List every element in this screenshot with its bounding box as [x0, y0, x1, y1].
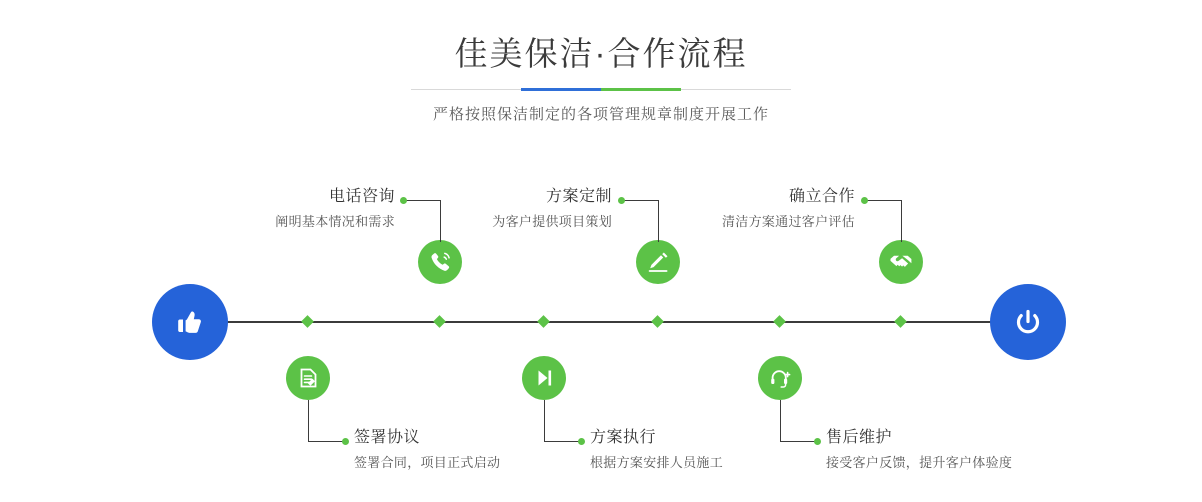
thumbs-up-icon: [170, 302, 210, 342]
timeline-start-node: [152, 284, 228, 360]
connector-vertical-4: [544, 400, 545, 442]
step-desc-3: 为客户提供项目策划: [492, 214, 612, 229]
connector-horizontal-4: [544, 441, 581, 442]
headset-support-icon: [768, 366, 792, 390]
timeline-end-node: [990, 284, 1066, 360]
pencil-ruler-icon: [646, 250, 670, 274]
connector-dot-5: [861, 197, 868, 204]
axis-marker-2: [301, 315, 314, 328]
step-desc-4: 根据方案安排人员施工: [590, 455, 724, 470]
connector-horizontal-6: [780, 441, 817, 442]
connector-horizontal-5: [865, 200, 902, 201]
document-edit-icon: [296, 366, 320, 390]
step-title-3: 方案定制: [545, 188, 612, 205]
phone-call-icon: [427, 249, 453, 275]
step-label-4: [590, 427, 850, 473]
step-icon-6: [758, 356, 802, 400]
connector-dot-4: [578, 438, 585, 445]
power-icon: [1008, 302, 1048, 342]
step-icon-1: [418, 240, 462, 284]
step-icon-5: [879, 240, 923, 284]
step-title-4: 方案执行: [590, 429, 657, 446]
page-subtitle: 严格按照保洁制定的各项管理规章制度开展工作: [432, 106, 769, 123]
connector-dot-6: [814, 438, 821, 445]
step-desc-2: 签署合同，项目正式启动: [354, 455, 501, 470]
connector-vertical-2: [308, 400, 309, 442]
step-desc-1: 阐明基本情况和需求: [275, 214, 395, 229]
connector-vertical-6: [780, 400, 781, 442]
axis-marker-5: [894, 315, 907, 328]
step-title-1: 电话咨询: [328, 188, 395, 205]
page-title: 佳美保洁·合作流程: [454, 35, 748, 72]
step-title-5: 确立合作: [788, 188, 855, 205]
play-forward-icon: [532, 366, 556, 390]
axis-marker-6: [773, 315, 786, 328]
connector-dot-2: [342, 438, 349, 445]
handshake-icon: [888, 249, 914, 275]
step-title-2: 签署协议: [354, 429, 421, 446]
step-desc-6: 接受客户反馈，提升客户体验度: [826, 455, 1013, 470]
axis-marker-1: [433, 315, 446, 328]
step-icon-3: [636, 240, 680, 284]
axis-marker-3: [651, 315, 664, 328]
connector-vertical-5: [901, 200, 902, 242]
step-label-3: [352, 186, 612, 232]
step-label-2: [354, 427, 614, 473]
step-icon-2: [286, 356, 330, 400]
step-icon-4: [522, 356, 566, 400]
axis-marker-4: [537, 315, 550, 328]
step-desc-5: 清洁方案通过客户评估: [721, 214, 855, 229]
step-label-5: [595, 186, 855, 232]
step-label-6: [826, 427, 1086, 473]
connector-horizontal-2: [308, 441, 345, 442]
step-title-6: 售后维护: [826, 429, 893, 446]
